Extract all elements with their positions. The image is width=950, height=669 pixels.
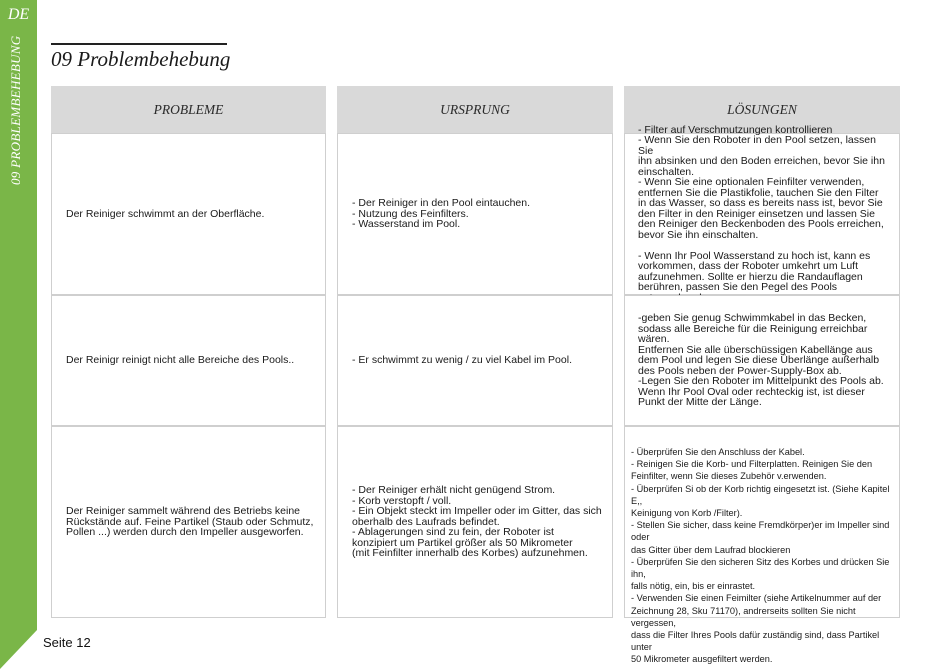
origin-cell-2 [337,295,613,426]
section-label: 09 PROBLEMBEHEBUNG [8,35,23,185]
sidebar-band [0,0,37,630]
column-header-solutions: LÖSUNGEN [624,86,900,133]
solution-cell-2 [624,295,900,426]
problem-cell-2 [51,295,326,426]
problem-text-1: Der Reiniger schwimmt an der Oberfläche. [66,207,265,220]
page-number: Seite 12 [43,635,91,650]
sidebar-corner [0,630,37,669]
problem-text-2: Der Reinigr reinigt nicht alle Bereiche des Pools.. [66,354,295,367]
origin-cell-1 [337,133,613,295]
solution-cell-3 [624,426,900,665]
title-rule [51,43,227,45]
language-label: DE [7,6,30,23]
column-header-origin: URSPRUNG [337,86,613,133]
origin-cell-3 [337,426,613,618]
origin-text-2: - Er schwimmt zu wenig / zu viel Kabel im Pool. [352,354,572,367]
problem-cell-3 [51,426,326,618]
origin-text-3: - Der Reiniger erhält nicht genügend Strom. - Korb verstopft / voll. - Ein Objekt steckt im Impeller oder im Gitter, das sich oberhalb des Laufrads befindet. - Ablagerungen sind zu fein, der Roboter ist konzipiert um Partikel größer als 50 Mikrometer (mit Feinfilter innerhalb des Korbes) aufzunehmen. [352,484,602,560]
solution-text-3: - Überprüfen Sie den Anschluss der Kabel. - Reinigen Sie die Korb- und Filterplatten. Reinigen Sie den Feinfilter, wenn Sie dieses Zubehör v.erwenden. - Überprüfen Si ob der Korb richtig eingesetzt ist. (Siehe Kapitel E,, Keinigung von Korb /Filter). - Stellen Sie sicher, dass keine Fremdkörper)er im Impeller sind oder das Gitter über dem Laufrad blockieren - Überprüfen Sie den sicheren Sitz des Korbes und drücken Sie ihn, falls nötig, ein, bis er einrastet. - Verwenden Sie einen Feimilter (siehe Artikelnummer auf der Zeichnung 28, Sku 71170), andrerseits sollten Sie nicht vergessen, dass die Filter Ihres Pools dafür zuständig sind, dass Partikel unter 50 Mikrometer ausgefiltert werden. [631,447,890,665]
solution-cell-1 [624,123,900,295]
solution-text-1: - Filter auf Verschmutzungen kontrollieren - Wenn Sie den Roboter in den Pool setzen, lassen Sie ihn absinken und den Boden erreichen, bevor Sie ihn einschalten. - Wenn Sie eine optionalen Feinfilter verwenden, entfernen Sie die Plastikfolie, tauchen Sie den Filter in das Wasser, so dass es bereits nass ist, bevor Sie den Filter in den Reiniger einsetzen und lassen Sie den Reiniger den Beckenboden des Pools erreichen, bevor Sie ihn einschalten. - Wenn Ihr Pool Wasserstand zu hoch ist, kann es vorkommen, dass der Roboter umkehrt um Luft aufzunehmen. Sollte er hierzu die Randauflagen berühren, passen Sie den Pegel des Pools [638,123,885,294]
solution-text-2: -geben Sie genug Schwimmkabel in das Becken, sodass alle Bereiche für die Reinigung erreichbar wären. Entfernen Sie alle überschüssigen Kabellänge aus dem Pool und legen Sie diese Überlänge außerhalb des Pools neben der Power-Supply-Box ab. -Legen Sie den Roboter im Mittelpunkt des Pools ab. Wenn Ihr Pool Oval oder rechteckig ist, ist dieser Punkt der Mitte der Länge. [638,312,884,409]
problem-text-3: Der Reiniger sammelt während des Betriebs keine Rückstände auf. Feine Partikel (Staub oder Schmutz, Pollen ...) werden durch den Impeller ausgeworfen. [66,505,314,539]
page-title: 09 Problembehebung [51,47,231,71]
column-header-problems: PROBLEME [51,86,326,133]
problem-cell-1 [51,133,326,295]
origin-text-1: - Der Reiniger in den Pool eintauchen. - Nutzung des Feinfilters. - Wasserstand im Pool. [352,197,531,231]
